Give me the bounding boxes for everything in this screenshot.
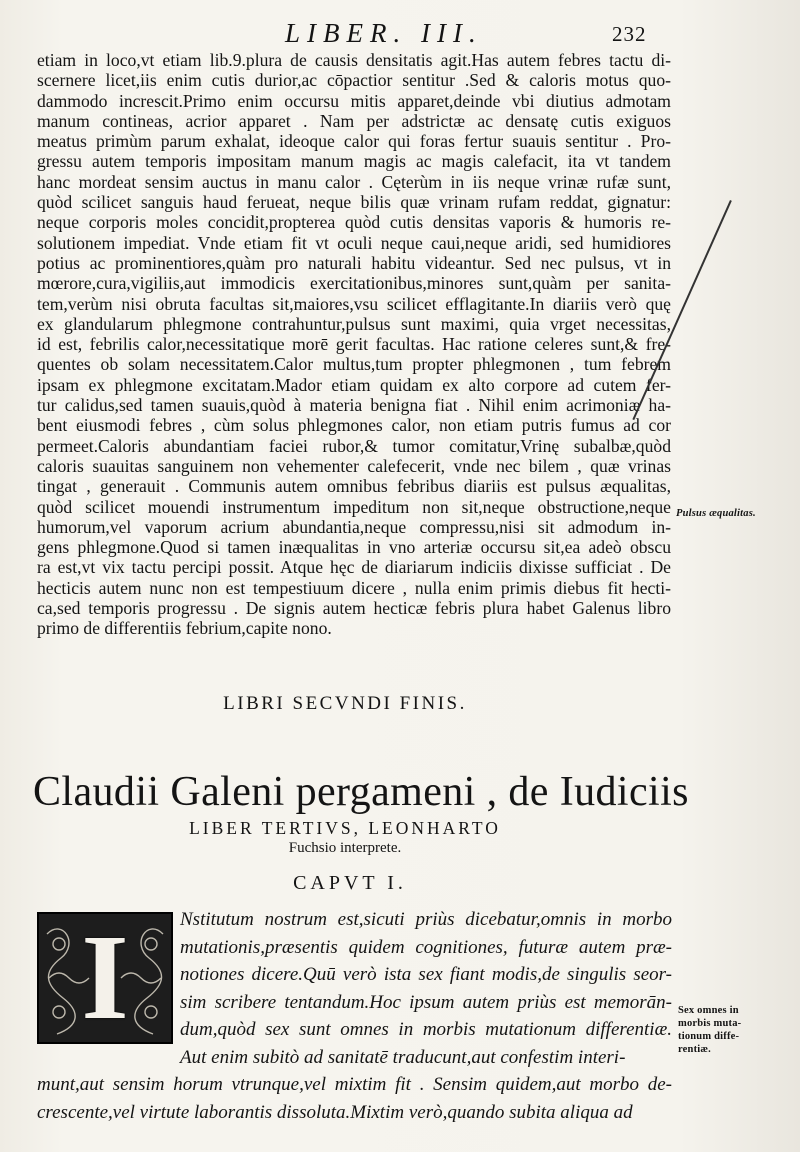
text-line: mœrore,cura,vigiliis,aut immodicis exercitationibus,minores sunt,quàm per sanita- bbox=[37, 273, 671, 294]
margin-note-line: rentiæ. bbox=[678, 1044, 711, 1055]
running-title: LIBER. III. bbox=[285, 18, 483, 48]
page-number: 232 bbox=[612, 22, 647, 46]
text-line: ra est,vt vix tactu percipi possit. Atque hęc de diariarum indiciis dixisse sufficiat . De bbox=[37, 557, 671, 578]
text-line: manum contineas, acrior apparet . Nam per adstrictæ ac densatę cutis exiguos bbox=[37, 110, 671, 131]
chapter-text-indented bbox=[180, 906, 672, 1071]
text-line: potius ac prominentiores,quàm pro naturali habitu videantur. Sed nec pulsus, vt in bbox=[37, 252, 671, 273]
text-line: tingat , generauit . Communis autem omnibus febribus diariis est pulsus æqualitas, bbox=[37, 476, 671, 497]
text-line: etiam in loco,vt etiam lib.9.plura de causis densitatis agit.Has autem febres tactu di- bbox=[37, 50, 671, 70]
margin-note-pulsus: Pulsus æqualitas. bbox=[676, 508, 756, 519]
text-line: scernere licet,iis enim cutis durior,ac cōpactior sentitur .Sed & caloris motus quo- bbox=[37, 70, 671, 91]
margin-note-sex-omnes bbox=[678, 1004, 770, 1056]
book-end-heading: LIBRI SECVNDI FINIS. bbox=[223, 693, 467, 714]
text-line: humorum,vel vaporum acrium abundantia,neque compressu,nisi sit admodum in- bbox=[37, 516, 671, 537]
text-line: primo de differentiis febrium,capite nono. bbox=[37, 618, 332, 639]
chapter-text-continued bbox=[37, 1071, 672, 1126]
text-line: gens phlegmone.Quod si tamen inæqualitas in vno arteriæ occursu sit,ea adeò obscu bbox=[37, 537, 671, 558]
text-line: solutionem impediat. Vnde etiam fit vt oculi neque caui,neque aridi, sed humidiores bbox=[37, 232, 671, 253]
text-line: ipsam ex phlegmone excitatam.Mador etiam quidam ex alto corpore ad cutem fer- bbox=[37, 374, 671, 395]
initial-letter: I bbox=[81, 910, 129, 1045]
text-line: tur calidus,sed tamen suauis,quòd à materia benigna fiat . Nihil enim acrimoniæ ha- bbox=[37, 395, 671, 416]
margin-note-line: tionum diffe- bbox=[678, 1031, 740, 1042]
text-line: ca,sed temporis progressu . De signis autem hecticæ febris plura habet Galenus libro bbox=[37, 598, 671, 619]
text-line: tem,verùm nisi obruta facultas sit,maiores,vsu scilicet efflagitante.In diariis verò quę bbox=[37, 293, 671, 314]
chapter-text-line: mutationis,præsentis quidem cognitiones, futuræ autem præ- bbox=[180, 936, 672, 958]
text-line: bent eiusmodi febres , cùm solus phlegmones calor, non etiam putris fumus ad cor bbox=[37, 415, 671, 436]
text-line: hecticis autem nunc non est tempestiuum dicere , nulla enim primis diebus fit hecti- bbox=[37, 577, 671, 598]
decorated-initial bbox=[37, 912, 173, 1044]
chapter-text-line: dum,quòd sex sunt omnes in morbis mutationum differentiæ. bbox=[180, 1019, 672, 1040]
text-line: permeet.Caloris abundantiam faciei rubor,& tumor comitatur,Vrinę subalbæ,quòd bbox=[37, 435, 671, 456]
chapter-text-line: sim scribere tentandum.Hoc ipsum autem priùs est memorān- bbox=[180, 991, 672, 1013]
interpreter-line: Fuchsio interprete. bbox=[288, 840, 402, 856]
margin-note-line: morbis muta- bbox=[678, 1018, 742, 1029]
chapter-text-line: notiones dicere.Quū verò ista sex fiant modis,de singulis seor- bbox=[180, 964, 672, 985]
chapter-text-line: munt,aut sensim horum vtrunque,vel mixtim fit . Sensim quidem,aut morbo de- bbox=[37, 1074, 672, 1095]
text-line: caloris suauitas sanguinem non vehementer calefecerit, vnde nec bilem , quæ vrinas bbox=[37, 455, 671, 476]
chapter-text-line: crescente,vel virtute laborantis dissoluta.Mixtim verò,quando subita aliqua ad bbox=[37, 1101, 633, 1123]
chapter-heading: CAPVT I. bbox=[293, 872, 407, 894]
text-line: ex glandularum phlegmone contrahuntur,pulsus sunt maximi, quia vrget necessitas, bbox=[37, 313, 671, 334]
text-line: quentes ob solam necessitatem.Calor multus,tum propter phlegmonen , tum febrem bbox=[37, 354, 671, 375]
text-line: neque corporis moles concidit,propterea quòd cutis densitas vaporis & humoris re- bbox=[37, 212, 671, 233]
text-line: hanc mordeat sensim auctus in manu calor . Cęterùm in iis neque vrinæ rufæ sunt, bbox=[37, 171, 671, 192]
running-head bbox=[0, 14, 800, 50]
text-line: gressu autem temporis impositam manum magis ac magis calefacit, ita vt tandem bbox=[37, 151, 671, 172]
text-line: id est, febrilis calor,necessitatique morē gerit facultas. Hac ratione celeres sunt,& fre- bbox=[37, 334, 671, 355]
body-text bbox=[37, 50, 671, 639]
book-title: Claudii Galeni pergameni , de Iudiciis bbox=[33, 769, 689, 815]
text-line: dammodo increscit.Primo enim occursu mitis apparet,deinde vbi diutius admotam bbox=[37, 90, 671, 111]
text-line: quòd scilicet sanguis haud ferueat, neque bilis quæ vrinam rufam reddat, gignatur: bbox=[37, 192, 671, 213]
chapter-text-line: Nstitutum nostrum est,sicuti priùs dicebatur,omnis in morbo bbox=[180, 909, 672, 930]
chapter-text-line: Aut enim subitò ad sanitatē traducunt,aut confestim interi- bbox=[180, 1046, 626, 1068]
text-line: quòd scilicet mouendi instrumentum impeditum non sit,neque obstructione,neque bbox=[37, 496, 671, 517]
book-subtitle: LIBER TERTIVS, LEONHARTO bbox=[189, 818, 501, 838]
text-line: meatus primùm parum exhalat, ideoque calor qui foras fertur suauis sentitur . Pro- bbox=[37, 131, 671, 152]
margin-note-line: Sex omnes in bbox=[678, 1005, 739, 1016]
